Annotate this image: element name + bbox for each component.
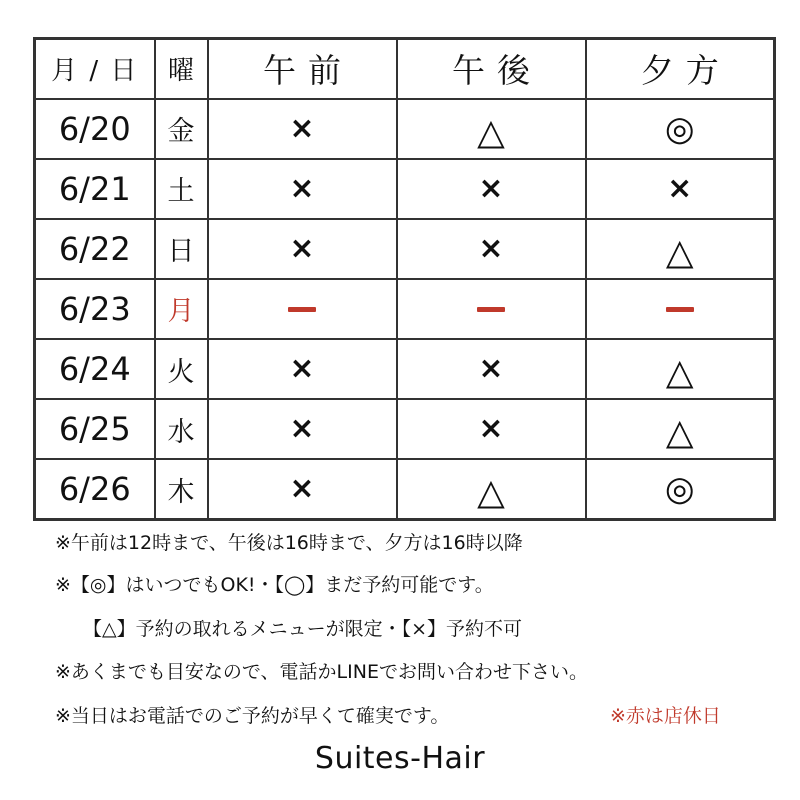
cell-date: 6/25 [35, 399, 155, 459]
cell-weekday: 月 [155, 279, 208, 339]
closed-dash-icon [477, 307, 505, 312]
cell-weekday: 水 [155, 399, 208, 459]
cross-mark-icon: × [289, 230, 315, 266]
closed-dash-icon [288, 307, 316, 312]
cell-weekday: 金 [155, 99, 208, 159]
header-evening: 夕方 [586, 39, 775, 99]
cell-weekday: 木 [155, 459, 208, 519]
cell-evening [586, 159, 775, 219]
note-hours: ※午前は12時まで、午後は16時まで、夕方は16時以降 [55, 532, 523, 554]
cell-afternoon [397, 339, 586, 399]
cross-mark-icon: × [478, 230, 504, 266]
cell-afternoon [397, 159, 586, 219]
cell-morning [208, 99, 397, 159]
cross-mark-icon: × [478, 351, 504, 387]
triangle-mark-icon: △ [665, 231, 694, 273]
cell-morning [208, 399, 397, 459]
note-closed-day: ※赤は店休日 [610, 705, 721, 727]
note-legend-limited: 【△】予約の取れるメニューが限定・【×】予約不可 [83, 618, 523, 640]
cross-mark-icon: × [289, 411, 315, 447]
triangle-mark-icon: △ [665, 352, 694, 394]
cell-weekday: 火 [155, 339, 208, 399]
cell-weekday: 土 [155, 159, 208, 219]
cell-weekday: 日 [155, 219, 208, 279]
cell-afternoon [397, 399, 586, 459]
table-row [35, 339, 775, 399]
cross-mark-icon: × [289, 471, 315, 507]
cell-date: 6/21 [35, 159, 155, 219]
cell-evening [586, 219, 775, 279]
note-contact: ※あくまでも目安なので、電話かLINEでお問い合わせ下さい。 [55, 661, 588, 683]
table-row [35, 279, 775, 339]
table-header-row [35, 39, 775, 99]
cell-morning [208, 279, 397, 339]
cell-afternoon [397, 219, 586, 279]
header-morning: 午前 [208, 39, 397, 99]
table-row [35, 99, 775, 159]
cross-mark-icon: × [667, 170, 693, 206]
schedule-body [35, 99, 775, 520]
header-date: 月 / 日 [35, 39, 155, 99]
table-row [35, 459, 775, 519]
cell-afternoon [397, 279, 586, 339]
cell-morning [208, 159, 397, 219]
cell-date: 6/24 [35, 339, 155, 399]
double-circle-mark-icon: ◎ [664, 108, 695, 149]
cell-morning [208, 339, 397, 399]
triangle-mark-icon: △ [477, 111, 505, 153]
table-row [35, 219, 775, 279]
cross-mark-icon: × [289, 351, 315, 387]
cell-evening [586, 459, 775, 519]
table-row [35, 399, 775, 459]
cell-evening [586, 339, 775, 399]
cell-date: 6/20 [35, 99, 155, 159]
cell-date: 6/26 [35, 459, 155, 519]
cross-mark-icon: × [289, 170, 315, 206]
closed-dash-icon [666, 307, 694, 312]
cell-evening [586, 99, 775, 159]
double-circle-mark-icon: ◎ [664, 469, 695, 510]
cell-afternoon [397, 99, 586, 159]
cell-afternoon [397, 459, 586, 519]
cell-evening [586, 279, 775, 339]
note-legend-available: ※【◎】はいつでもOK!・【◯】まだ予約可能です。 [55, 574, 494, 596]
cell-morning [208, 219, 397, 279]
cell-date: 6/23 [35, 279, 155, 339]
note-same-day: ※当日はお電話でのご予約が早くて確実です。 [55, 705, 450, 727]
cell-evening [586, 399, 775, 459]
header-afternoon: 午後 [397, 39, 586, 99]
cross-mark-icon: × [478, 411, 504, 447]
cell-morning [208, 459, 397, 519]
schedule-table [33, 37, 776, 521]
triangle-mark-icon: △ [477, 472, 505, 514]
cell-date: 6/22 [35, 219, 155, 279]
triangle-mark-icon: △ [665, 412, 694, 454]
cross-mark-icon: × [289, 110, 315, 146]
cross-mark-icon: × [478, 170, 504, 206]
table-row [35, 159, 775, 219]
brand-name: Suites-Hair [314, 741, 486, 776]
header-day: 曜 [155, 39, 208, 99]
